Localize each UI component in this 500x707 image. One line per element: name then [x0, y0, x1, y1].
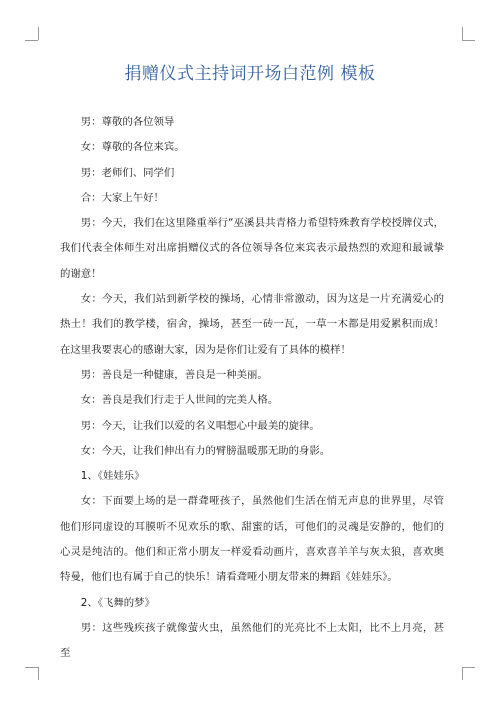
crop-mark [38, 667, 39, 680]
paragraph: 女：下面要上场的是一群聋哑孩子，虽然他们生活在悄无声息的世界里，尽管他们形同虚设的耳膜听不见欢乐的歌、甜蜜的话，可他们的灵魂是安静的，他们的心灵是纯洁的。他们和正常小朋友一样爱看动画片，喜欢喜羊羊与灰太狼，喜欢奥特曼，他们也有属于自己的快乐！请看聋哑小朋友带来的舞蹈《娃娃乐》。 [60, 495, 444, 584]
crop-mark [462, 27, 463, 40]
paragraph: 男：老师们、同学们 [80, 166, 175, 179]
paragraph: 男：今天，我们在这里隆重举行“巫溪县共青格力希望特殊教育学校授牌仪式，我们代表全体师生对出席捐赠仪式的各位领导各位来宾表示最热烈的欢迎和最诚挚的谢意！ [60, 217, 444, 280]
crop-mark [462, 40, 475, 41]
paragraph: 合：大家上午好！ [80, 191, 164, 204]
document-body [60, 110, 444, 667]
paragraph: 女：善良是我们行走于人世间的完美人格。 [80, 394, 279, 407]
crop-mark [462, 667, 475, 668]
crop-mark [25, 40, 38, 41]
section-heading: 1、《娃娃乐》 [80, 470, 145, 483]
paragraph: 男：今天，让我们以爱的名义唱想心中最美的旋律。 [80, 419, 320, 432]
paragraph: 女：尊敬的各位来宾。 [80, 141, 185, 154]
crop-mark [38, 27, 39, 40]
document-title: 捐赠仪式主持词开场白范例 模板 [124, 64, 376, 84]
crop-mark [462, 667, 463, 680]
paragraph: 男：这些残疾孩子就像萤火虫，虽然他们的光亮比不上太阳，比不上月亮，甚至 [60, 621, 444, 660]
paragraph: 男：善良是一种健康，善良是一种美丽。 [80, 368, 268, 381]
paragraph: 男：尊敬的各位领导 [80, 116, 175, 128]
section-heading: 2、《飞舞的梦》 [80, 596, 155, 609]
paragraph: 女：今天，我们站到新学校的操场，心情非常激动，因为这是一片充满爱心的热土！我们的教学楼，宿舍，操场，甚至一砖一瓦，一草一木都是用爱累积而成！在这里我要衷心的感谢大家，因为是你们让爱有了具体的模样！ [60, 293, 444, 356]
paragraph: 女：今天，让我们伸出有力的臂膀温暖那无助的身影。 [80, 444, 331, 457]
crop-mark [25, 667, 38, 668]
